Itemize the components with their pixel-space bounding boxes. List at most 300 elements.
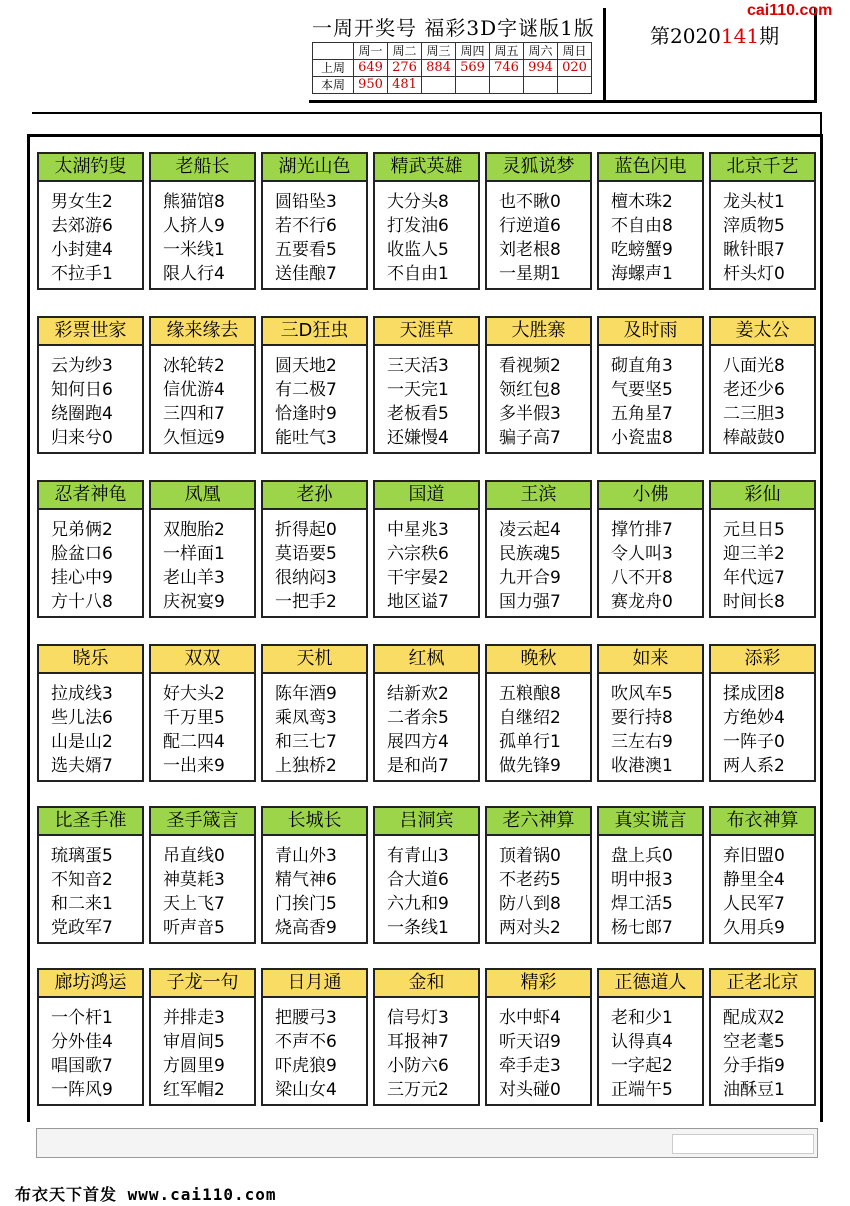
- card-title: 大胜寨: [487, 318, 590, 346]
- this-week-row: [313, 77, 592, 94]
- riddle-line: 刘老根8: [499, 240, 561, 260]
- card-lines: [711, 182, 814, 286]
- card-title: 圣手箴言: [151, 808, 254, 836]
- riddle-line: 方十八8: [51, 592, 113, 612]
- card-lines: [487, 510, 590, 614]
- card-title: 吕洞宾: [375, 808, 478, 836]
- riddle-line: 对头碰0: [499, 1080, 561, 1100]
- last-week-row: [313, 60, 592, 77]
- puzzle-card: [373, 806, 480, 944]
- riddle-line: 令人叫3: [611, 544, 673, 564]
- riddle-line: 选夫婿7: [51, 756, 113, 776]
- card-lines: [487, 674, 590, 778]
- riddle-line: 中星兆3: [387, 520, 449, 540]
- card-lines: [151, 510, 254, 614]
- riddle-line: 弃旧盟0: [723, 846, 785, 866]
- card-title: 老船长: [151, 154, 254, 182]
- card-lines: [39, 836, 142, 940]
- riddle-line: 天上飞7: [163, 894, 225, 914]
- riddle-line: 静里全4: [723, 870, 785, 890]
- riddle-line: 还嫌慢4: [387, 428, 449, 448]
- draw-number: [558, 77, 592, 94]
- riddle-line: 海螺声1: [611, 264, 673, 284]
- footer-bar-box: [672, 1134, 814, 1154]
- puzzle-card: [597, 644, 704, 782]
- riddle-line: 去郊游6: [51, 216, 113, 236]
- riddle-line: 打发油6: [387, 216, 449, 236]
- riddle-line: 正端午5: [611, 1080, 673, 1100]
- riddle-line: 审眉间5: [163, 1032, 225, 1052]
- riddle-line: 唱国歌7: [51, 1056, 113, 1076]
- riddle-line: 八面光8: [723, 356, 785, 376]
- period-number: 141: [720, 24, 760, 48]
- draw-number: 950: [354, 77, 388, 94]
- card-title: 晚秋: [487, 646, 590, 674]
- card-lines: [375, 182, 478, 286]
- riddle-line: 一出来9: [163, 756, 225, 776]
- day-header: 周五: [490, 43, 524, 60]
- puzzle-card: [261, 480, 368, 618]
- puzzle-card: [37, 152, 144, 290]
- riddle-line: 多半假3: [499, 404, 561, 424]
- riddle-line: 不自由1: [387, 264, 449, 284]
- puzzle-card: [149, 316, 256, 454]
- riddle-line: 琉璃蛋5: [51, 846, 113, 866]
- card-title: 凤凰: [151, 482, 254, 510]
- riddle-line: 些儿法6: [51, 708, 113, 728]
- riddle-line: 久恒远9: [163, 428, 225, 448]
- puzzle-card: [149, 644, 256, 782]
- card-title: 姜太公: [711, 318, 814, 346]
- riddle-line: 领红包8: [499, 380, 561, 400]
- riddle-line: 六九和9: [387, 894, 449, 914]
- riddle-line: 青山外3: [275, 846, 337, 866]
- card-lines: [39, 998, 142, 1102]
- riddle-line: 吊直线0: [163, 846, 225, 866]
- card-lines: [711, 836, 814, 940]
- riddle-line: 挂心中9: [51, 568, 113, 588]
- card-lines: [711, 998, 814, 1102]
- riddle-line: 一阵子0: [723, 732, 785, 752]
- period-prefix: 第2020: [650, 24, 721, 48]
- puzzle-card: [709, 480, 816, 618]
- card-title: 添彩: [711, 646, 814, 674]
- card-title: 双双: [151, 646, 254, 674]
- card-lines: [39, 674, 142, 778]
- day-header: 周日: [558, 43, 592, 60]
- riddle-line: 杨七郎7: [611, 918, 673, 938]
- card-title: 正德道人: [599, 970, 702, 998]
- card-title: 蓝色闪电: [599, 154, 702, 182]
- draw-number: [456, 77, 490, 94]
- puzzle-card: [37, 644, 144, 782]
- riddle-line: 明中报3: [611, 870, 673, 890]
- riddle-line: 展四方4: [387, 732, 449, 752]
- riddle-line: 烧高香9: [275, 918, 337, 938]
- riddle-line: 耳报神7: [387, 1032, 449, 1052]
- row-label: 本周: [313, 77, 354, 94]
- riddle-line: 九开合9: [499, 568, 561, 588]
- riddle-line: 一阵风9: [51, 1080, 113, 1100]
- riddle-line: 千万里5: [163, 708, 225, 728]
- puzzle-card: [373, 644, 480, 782]
- riddle-line: 听天诏9: [499, 1032, 561, 1052]
- card-lines: [263, 674, 366, 778]
- puzzle-card: [37, 806, 144, 944]
- riddle-line: 三四和7: [163, 404, 225, 424]
- card-lines: [263, 510, 366, 614]
- riddle-line: 老板看5: [387, 404, 449, 424]
- card-lines: [599, 510, 702, 614]
- puzzle-card: [709, 644, 816, 782]
- card-title: 国道: [375, 482, 478, 510]
- card-lines: [375, 346, 478, 450]
- riddle-line: 圆天地2: [275, 356, 337, 376]
- riddle-line: 拉成线3: [51, 684, 113, 704]
- card-title: 北京千艺: [711, 154, 814, 182]
- card-title: 缘来缘去: [151, 318, 254, 346]
- riddle-line: 人民军7: [723, 894, 785, 914]
- puzzle-card: [261, 968, 368, 1106]
- puzzle-card: [149, 968, 256, 1106]
- riddle-line: 小瓷盅8: [611, 428, 673, 448]
- draw-number: 020: [558, 60, 592, 77]
- riddle-line: 梁山女4: [275, 1080, 337, 1100]
- riddle-line: 国力强7: [499, 592, 561, 612]
- riddle-line: 干宇晏2: [387, 568, 449, 588]
- riddle-line: 一字起2: [611, 1056, 673, 1076]
- card-lines: [599, 836, 702, 940]
- riddle-line: 党政军7: [51, 918, 113, 938]
- riddle-line: 合大道6: [387, 870, 449, 890]
- riddle-line: 两人系2: [723, 756, 785, 776]
- card-title: 精武英雄: [375, 154, 478, 182]
- riddle-line: 八不开8: [611, 568, 673, 588]
- riddle-line: 山是山2: [51, 732, 113, 752]
- riddle-line: 不自由8: [611, 216, 673, 236]
- riddle-line: 收监人5: [387, 240, 449, 260]
- riddle-line: 龙头杖1: [723, 192, 785, 212]
- riddle-line: 小防六6: [387, 1056, 449, 1076]
- riddle-line: 红军帽2: [163, 1080, 225, 1100]
- card-lines: [599, 674, 702, 778]
- riddle-line: 双胞胎2: [163, 520, 225, 540]
- riddle-line: 有二极7: [275, 380, 337, 400]
- card-title: 天机: [263, 646, 366, 674]
- riddle-line: 莫语要5: [275, 544, 337, 564]
- puzzle-card: [149, 152, 256, 290]
- puzzle-card: [37, 480, 144, 618]
- day-header: 周四: [456, 43, 490, 60]
- draw-number: 276: [388, 60, 422, 77]
- card-title: 长城长: [263, 808, 366, 836]
- riddle-line: 神莫耗3: [163, 870, 225, 890]
- days-row: [313, 43, 592, 60]
- card-lines: [487, 182, 590, 286]
- riddle-line: 看视频2: [499, 356, 561, 376]
- riddle-line: 方绝妙4: [723, 708, 785, 728]
- riddle-line: 二者余5: [387, 708, 449, 728]
- riddle-line: 男女生2: [51, 192, 113, 212]
- riddle-line: 恰逢时9: [275, 404, 337, 424]
- card-lines: [599, 182, 702, 286]
- card-lines: [151, 674, 254, 778]
- puzzle-card: [373, 968, 480, 1106]
- riddle-line: 一米线1: [163, 240, 225, 260]
- riddle-line: 也不瞅0: [499, 192, 561, 212]
- card-lines: [151, 346, 254, 450]
- day-header: 周三: [422, 43, 456, 60]
- draw-number: [490, 77, 524, 94]
- card-lines: [711, 346, 814, 450]
- riddle-line: 送佳酿7: [275, 264, 337, 284]
- riddle-line: 上独桥2: [275, 756, 337, 776]
- card-lines: [151, 182, 254, 286]
- page-title: 一周开奖号 福彩3D字谜版1版: [312, 16, 595, 40]
- riddle-line: 老和少1: [611, 1008, 673, 1028]
- riddle-line: 小封建4: [51, 240, 113, 260]
- riddle-line: 吓虎狼9: [275, 1056, 337, 1076]
- card-title: 及时雨: [599, 318, 702, 346]
- card-title: 精彩: [487, 970, 590, 998]
- puzzle-card: [149, 480, 256, 618]
- riddle-line: 折得起0: [275, 520, 337, 540]
- site-badge: cai110.com: [747, 2, 833, 19]
- riddle-line: 滓质物5: [723, 216, 785, 236]
- riddle-line: 一星期1: [499, 264, 561, 284]
- riddle-line: 久用兵9: [723, 918, 785, 938]
- riddle-line: 牵手走3: [499, 1056, 561, 1076]
- riddle-line: 赛龙舟0: [611, 592, 673, 612]
- day-header: 周六: [524, 43, 558, 60]
- riddle-line: 杆头灯0: [723, 264, 785, 284]
- riddle-line: 信优游4: [163, 380, 225, 400]
- puzzle-card: [709, 806, 816, 944]
- riddle-line: 一条线1: [387, 918, 449, 938]
- riddle-line: 并排走3: [163, 1008, 225, 1028]
- card-title: 小佛: [599, 482, 702, 510]
- puzzle-card: [597, 806, 704, 944]
- draw-number: 746: [490, 60, 524, 77]
- riddle-line: 老还少6: [723, 380, 785, 400]
- card-title: 比圣手准: [39, 808, 142, 836]
- riddle-line: 六宗秩6: [387, 544, 449, 564]
- corner-cell: [313, 43, 354, 60]
- riddle-line: 绕圈跑4: [51, 404, 113, 424]
- riddle-line: 把腰弓3: [275, 1008, 337, 1028]
- riddle-line: 顶着锅0: [499, 846, 561, 866]
- draw-number: 649: [354, 60, 388, 77]
- card-lines: [487, 836, 590, 940]
- card-lines: [487, 346, 590, 450]
- card-lines: [711, 510, 814, 614]
- riddle-line: 庆祝宴9: [163, 592, 225, 612]
- card-title: 真实谎言: [599, 808, 702, 836]
- riddle-line: 元旦日5: [723, 520, 785, 540]
- puzzle-card: [37, 316, 144, 454]
- card-title: 彩票世家: [39, 318, 142, 346]
- riddle-line: 云为纱3: [51, 356, 113, 376]
- card-lines: [375, 836, 478, 940]
- card-lines: [599, 346, 702, 450]
- card-lines: [263, 346, 366, 450]
- riddle-line: 地区谥7: [387, 592, 449, 612]
- riddle-line: 能吐气3: [275, 428, 337, 448]
- riddle-line: 有青山3: [387, 846, 449, 866]
- card-title: 布衣神算: [711, 808, 814, 836]
- puzzle-card: [709, 152, 816, 290]
- riddle-line: 焊工活5: [611, 894, 673, 914]
- riddle-line: 一个杆1: [51, 1008, 113, 1028]
- riddle-line: 一样面1: [163, 544, 225, 564]
- card-title: 如来: [599, 646, 702, 674]
- riddle-line: 孤单行1: [499, 732, 561, 752]
- puzzle-card: [261, 644, 368, 782]
- riddle-line: 吹风车5: [611, 684, 673, 704]
- riddle-line: 三左右9: [611, 732, 673, 752]
- riddle-line: 檀木珠2: [611, 192, 673, 212]
- riddle-line: 做先锋9: [499, 756, 561, 776]
- day-header: 周二: [388, 43, 422, 60]
- puzzle-card: [373, 480, 480, 618]
- puzzle-card: [261, 152, 368, 290]
- card-lines: [487, 998, 590, 1102]
- card-title: 王滨: [487, 482, 590, 510]
- puzzle-card: [597, 152, 704, 290]
- riddle-line: 是和尚7: [387, 756, 449, 776]
- card-title: 红枫: [375, 646, 478, 674]
- riddle-line: 结新欢2: [387, 684, 449, 704]
- card-title: 金和: [375, 970, 478, 998]
- puzzle-card: [709, 316, 816, 454]
- card-title: 彩仙: [711, 482, 814, 510]
- card-lines: [263, 836, 366, 940]
- puzzle-card: [485, 316, 592, 454]
- card-lines: [151, 998, 254, 1102]
- day-header: 周一: [354, 43, 388, 60]
- card-lines: [151, 836, 254, 940]
- riddle-line: 归来兮0: [51, 428, 113, 448]
- riddle-line: 知何日6: [51, 380, 113, 400]
- riddle-line: 圆铅坠3: [275, 192, 337, 212]
- card-lines: [39, 182, 142, 286]
- riddle-line: 揉成团8: [723, 684, 785, 704]
- riddle-line: 兄弟俩2: [51, 520, 113, 540]
- riddle-line: 很纳闷3: [275, 568, 337, 588]
- riddle-line: 吃螃蟹9: [611, 240, 673, 260]
- riddle-line: 棒敲鼓0: [723, 428, 785, 448]
- riddle-line: 瞅针眼7: [723, 240, 785, 260]
- puzzle-card: [485, 644, 592, 782]
- card-lines: [599, 998, 702, 1102]
- riddle-line: 凌云起4: [499, 520, 561, 540]
- puzzle-card: [261, 806, 368, 944]
- card-title: 子龙一句: [151, 970, 254, 998]
- puzzle-card: [261, 316, 368, 454]
- draw-number: 569: [456, 60, 490, 77]
- card-lines: [375, 674, 478, 778]
- draw-number: [422, 77, 456, 94]
- riddle-line: 人挤人9: [163, 216, 225, 236]
- card-title: 晓乐: [39, 646, 142, 674]
- riddle-line: 要行持8: [611, 708, 673, 728]
- riddle-line: 和二来1: [51, 894, 113, 914]
- puzzle-card: [485, 806, 592, 944]
- riddle-line: 盘上兵0: [611, 846, 673, 866]
- riddle-line: 气要坚5: [611, 380, 673, 400]
- riddle-line: 年代远7: [723, 568, 785, 588]
- riddle-line: 骗子高7: [499, 428, 561, 448]
- period-label: [650, 20, 779, 49]
- riddle-line: 和三七7: [275, 732, 337, 752]
- riddle-line: 砌直角3: [611, 356, 673, 376]
- riddle-line: 脸盆口6: [51, 544, 113, 564]
- card-lines: [375, 510, 478, 614]
- riddle-line: 听声音5: [163, 918, 225, 938]
- riddle-line: 门挨门5: [275, 894, 337, 914]
- footer-text: 布衣天下首发 www.cai110.com: [15, 1185, 277, 1204]
- riddle-line: 自继绍2: [499, 708, 561, 728]
- riddle-line: 配二四4: [163, 732, 225, 752]
- riddle-line: 一把手2: [275, 592, 337, 612]
- card-title: 太湖钓叟: [39, 154, 142, 182]
- riddle-line: 行逆道6: [499, 216, 561, 236]
- card-title: 三D狂虫: [263, 318, 366, 346]
- riddle-line: 五要看5: [275, 240, 337, 260]
- riddle-line: 陈年酒9: [275, 684, 337, 704]
- riddle-line: 好大头2: [163, 684, 225, 704]
- riddle-line: 分外佳4: [51, 1032, 113, 1052]
- riddle-line: 收港澳1: [611, 756, 673, 776]
- puzzle-card: [373, 152, 480, 290]
- riddle-line: 空老耄5: [723, 1032, 785, 1052]
- card-lines: [263, 998, 366, 1102]
- riddle-line: 大分头8: [387, 192, 449, 212]
- riddle-line: 二三胆3: [723, 404, 785, 424]
- riddle-line: 油酥豆1: [723, 1080, 785, 1100]
- card-title: 日月通: [263, 970, 366, 998]
- riddle-line: 水中虾4: [499, 1008, 561, 1028]
- puzzle-card: [597, 480, 704, 618]
- puzzle-card: [485, 480, 592, 618]
- puzzle-card: [597, 316, 704, 454]
- riddle-line: 不拉手1: [51, 264, 113, 284]
- riddle-line: 限人行4: [163, 264, 225, 284]
- card-lines: [39, 510, 142, 614]
- riddle-line: 不声不6: [275, 1032, 337, 1052]
- draw-number: 481: [388, 77, 422, 94]
- card-title: 廊坊鸿运: [39, 970, 142, 998]
- card-title: 忍者神龟: [39, 482, 142, 510]
- riddle-line: 方圆里9: [163, 1056, 225, 1076]
- riddle-line: 信号灯3: [387, 1008, 449, 1028]
- riddle-line: 撑竹排7: [611, 520, 673, 540]
- riddle-line: 三万元2: [387, 1080, 449, 1100]
- row-label: 上周: [313, 60, 354, 77]
- card-lines: [39, 346, 142, 450]
- riddle-line: 民族魂5: [499, 544, 561, 564]
- puzzle-card: [149, 806, 256, 944]
- riddle-line: 一天完1: [387, 380, 449, 400]
- riddle-line: 三天活3: [387, 356, 449, 376]
- card-title: 灵狐说梦: [487, 154, 590, 182]
- puzzle-card: [597, 968, 704, 1106]
- riddle-line: 配成双2: [723, 1008, 785, 1028]
- riddle-line: 五粮酿8: [499, 684, 561, 704]
- draw-number: 994: [524, 60, 558, 77]
- card-lines: [263, 182, 366, 286]
- riddle-line: 熊猫馆8: [163, 192, 225, 212]
